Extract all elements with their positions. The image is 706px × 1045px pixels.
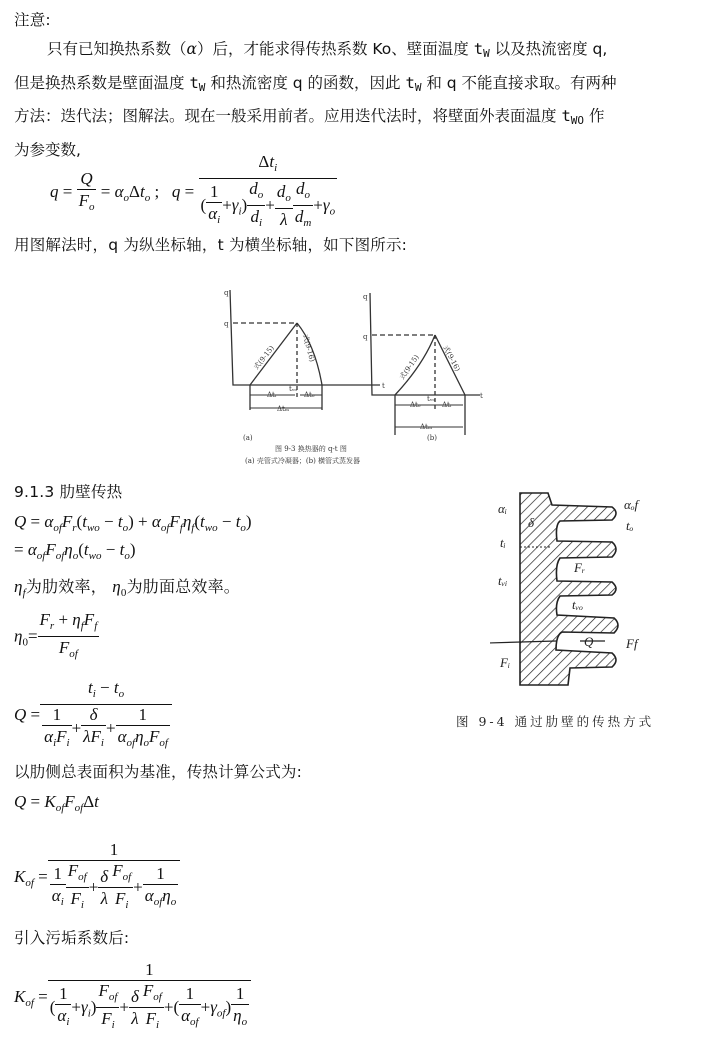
- curve-label-a2: 式(9-16): [301, 333, 317, 363]
- figure-9-4-fin-wall: [490, 485, 690, 690]
- intro-paragraph: [14, 35, 704, 165]
- svg-text:t: t: [382, 382, 385, 390]
- figure-9-3-caption: 图 9-3 换热器的 q-t 图: [275, 445, 347, 453]
- svg-text:q: q: [224, 320, 229, 328]
- note-label: 注意:: [14, 11, 51, 29]
- label-delta: δ: [528, 515, 535, 530]
- intro-line-1: 只有已知换热系数（α）后，才能求得传热系数 Ko、壁面温度 $t_W$ 以及热流密度 q,: [47, 40, 608, 60]
- label-alpha-i: αᵢ: [498, 501, 507, 516]
- label-t-o: tₒ: [626, 518, 634, 533]
- fin-basis-text: 以肋侧总表面积为基准，传热计算公式为:: [14, 763, 303, 781]
- svg-text:tᵥₒ: tᵥₒ: [427, 395, 436, 403]
- svg-text:Δtᵢ: Δtᵢ: [442, 401, 452, 409]
- svg-text:tᵥₒ: tᵥₒ: [289, 385, 298, 393]
- curve-label-b2: 式(9-16): [441, 344, 462, 373]
- formula-Q-fin: $Q = \alpha_{of}F_r(t_{wo} - t_o) + \alpha_{of}F_f\eta_f(t_{wo} - t_o)$: [14, 512, 252, 534]
- label-Q: Q: [584, 634, 594, 649]
- formula-Q-resistance: Q = $t_i - t_o$ $\frac{1}{\alpha_iF_i}$ + $\frac{\delta}{\lambda F_i}$ + $\frac{1}{\alpha_{of}\eta_oF_{of}}$: [14, 678, 172, 754]
- curve-label-b1: 式(9-15): [398, 353, 421, 382]
- formula-Kof: $K_{of}$ = 1 $\frac{1}{\alpha_i}$ $\frac{F_{of}}{F_i}$ + $\frac{\delta}{\lambda}$ $\frac{F_{of}}{F_i}$ + $\frac{1}{\alpha_{of}\eta_o}$: [14, 840, 180, 916]
- svg-text:Δtₒ: Δtₒ: [410, 401, 421, 409]
- panel-a-label: (a): [243, 434, 253, 442]
- svg-text:Δtᵢ: Δtᵢ: [267, 391, 277, 399]
- line-9-16-b: [435, 335, 465, 395]
- graph-method-text: 用图解法时，q 为纵坐标轴，t 为横坐标轴，如下图所示:: [14, 236, 408, 254]
- figure-9-3-subcaption: (a) 壳管式冷凝器；(b) 横管式蒸发器: [245, 457, 361, 465]
- label-t-wi: tᵥᵢ: [498, 573, 508, 588]
- intro-line-2: 但是换热系数是壁面温度 $t_W$ 和热流密度 q 的函数，因此 $t_W$ 和 q 不能直接求取。有两种: [14, 73, 617, 94]
- label-alpha-of: αₒf: [624, 497, 639, 512]
- svg-text:q: q: [363, 333, 368, 341]
- curve-label-a1: 式(9-15): [252, 344, 276, 372]
- axis-q-b: q: [363, 293, 368, 301]
- label-t-wo: tᵥₒ: [572, 597, 583, 612]
- figure-9-3: [205, 285, 485, 470]
- eta-description: $\eta_f$为肋效率， $\eta_0$为肋面总效率。: [14, 577, 240, 599]
- formula-eta0: $\eta_0=$ $\frac{F_r + \eta_fF_f}{F_{of}}$: [14, 610, 98, 660]
- svg-text:Δtₘ: Δtₘ: [420, 423, 433, 431]
- axis-q-a: q: [224, 289, 229, 297]
- formula-Q-Kof: $Q = K_{of}F_{of}\Delta t$: [14, 792, 99, 814]
- fouling-text: 引入污垢系数后:: [14, 929, 130, 947]
- svg-text:Δtₘ: Δtₘ: [277, 405, 290, 413]
- formula-q: q = $\frac{Q}{F_o}$ = $\alpha_o\Delta t_o$ ; q = $\Delta t_i$ ( $\frac{1}{\alpha_i}$ $+\gamma_i$) $\frac{d_o}{d_i}$ + $\frac{d_o}{\lambda}$ $\frac{d_o}{d_m}$ $+\gamma_o$: [50, 152, 336, 229]
- line-9-15-a: [250, 323, 297, 385]
- label-t-i: tᵢ: [500, 535, 506, 550]
- label-F-f: Ff: [626, 636, 638, 651]
- label-F-i: Fᵢ: [500, 655, 510, 670]
- intro-line-3: 方法：迭代法；图解法。现在一般采用前者。应用迭代法时，将壁面外表面温度 $t_{WO}$ 作: [14, 107, 605, 127]
- panel-b-label: (b): [427, 434, 437, 442]
- label-F-r: Fᵣ: [574, 560, 586, 575]
- svg-text:Δtₒ: Δtₒ: [304, 391, 315, 399]
- formula-Q-fin-2: = $\alpha_{of}F_{of}\eta_o(t_{wo} - t_o)$: [14, 540, 136, 562]
- intro-line-4: 为参变数,: [14, 140, 81, 159]
- svg-text:t: t: [480, 392, 483, 400]
- axes-b: [370, 293, 480, 395]
- fin-wall-shape: [520, 493, 618, 685]
- figure-9-4-caption: 图 9-4 通过肋壁的传热方式: [456, 714, 655, 729]
- formula-Kof-fouling: $K_{of}$ = 1 ( $\frac{1}{\alpha_i}$ $+\gamma_i$) $\frac{F_{of}}{F_i}$ + $\frac{\delta}{\lambda}$ $\frac{F_{of}}{F_i}$ +( $\frac{1}{\alpha_{of}}$ $+\gamma_{of}$) $\frac{1}{\eta_o}$: [14, 960, 251, 1036]
- section-title: 9.1.3 肋壁传热: [14, 483, 123, 501]
